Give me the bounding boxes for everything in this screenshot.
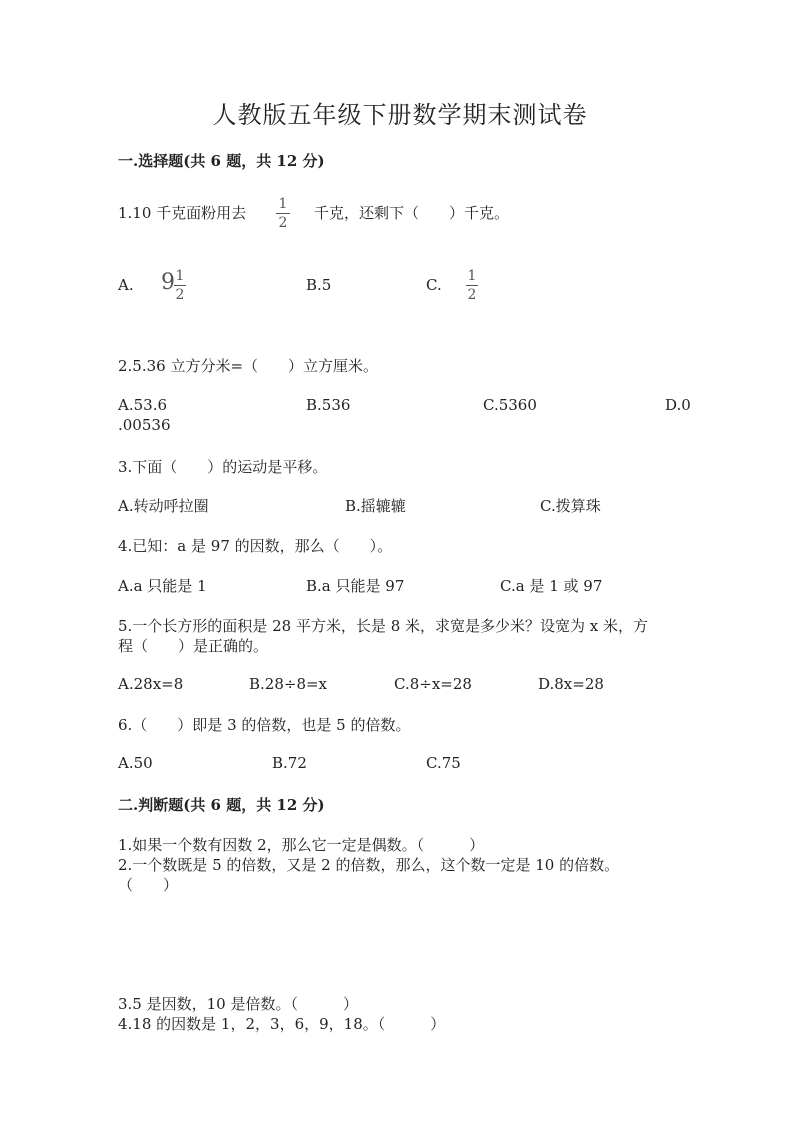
fraction-denominator: 2 [175, 287, 185, 303]
fraction-denominator: 2 [278, 215, 288, 231]
q1-option-b: B.5 [306, 276, 332, 294]
fraction-bar [174, 285, 186, 286]
q1-option-c-label: C. [426, 276, 442, 294]
q3-text: 3.下面（ ）的运动是平移。 [118, 458, 328, 476]
q2-text: 2.5.36 立方分米=（ ）立方厘米。 [118, 357, 379, 375]
q4-option-a: A.a 只能是 1 [118, 577, 207, 595]
q1-suffix: 千克，还剩下（ ）千克。 [314, 204, 510, 222]
judge-q4: 4.18 的因数是 1，2，3，6，9，18。（ ） [118, 1015, 446, 1033]
fraction-bar [466, 285, 478, 286]
judge-q3: 3.5 是因数，10 是倍数。（ ） [118, 995, 358, 1013]
q2-option-c: C.5360 [483, 396, 537, 414]
page-title: 人教版五年级下册数学期末测试卷 [212, 101, 588, 129]
q6-option-c: C.75 [426, 754, 461, 772]
q1-prefix: 1.10 千克面粉用去 [118, 204, 247, 222]
judge-q2-line2: （ ） [118, 876, 179, 894]
q4-option-c: C.a 是 1 或 97 [500, 577, 603, 595]
fraction-denominator: 2 [467, 287, 477, 303]
fraction-numerator: 1 [278, 196, 288, 212]
q2-option-a: A.53.6 [118, 396, 167, 414]
fraction-bar [276, 213, 290, 214]
q5-line2: 程（ ）是正确的。 [118, 637, 269, 655]
q2-option-d-line1: D.0 [665, 396, 691, 414]
q6-option-b: B.72 [272, 754, 307, 772]
q5-option-a: A.28x=8 [118, 675, 184, 693]
q6-option-a: A.50 [118, 754, 153, 772]
section-heading-choice: 一.选择题(共 6 题，共 12 分) [118, 152, 325, 170]
judge-q2-line1: 2.一个数既是 5 的倍数，又是 2 的倍数，那么，这个数一定是 10 的倍数。 [118, 856, 620, 874]
q5-option-c: C.8÷x=28 [394, 675, 472, 693]
q3-option-a: A.转动呼拉圈 [118, 497, 209, 515]
fraction-numerator: 1 [175, 268, 185, 284]
judge-q1: 1.如果一个数有因数 2，那么它一定是偶数。（ ） [118, 836, 485, 854]
q1-option-a-label: A. [118, 276, 134, 294]
q5-option-b: B.28÷8=x [249, 675, 328, 693]
q1-fraction [276, 196, 290, 231]
q2-option-b: B.536 [306, 396, 351, 414]
q1-option-a-whole: 9 [161, 270, 175, 295]
q3-option-b: B.摇辘辘 [345, 497, 406, 515]
q1-option-a-fraction [174, 268, 186, 303]
q4-text: 4.已知：a 是 97 的因数，那么（ ）。 [118, 537, 393, 555]
q2-option-d-line2: .00536 [118, 416, 171, 434]
q5-line1: 5.一个长方形的面积是 28 平方米，长是 8 米，求宽是多少米？设宽为 x 米，方 [118, 617, 649, 635]
fraction-numerator: 1 [467, 268, 477, 284]
q6-text: 6.（ ）即是 3 的倍数，也是 5 的倍数。 [118, 716, 411, 734]
q4-option-b: B.a 只能是 97 [306, 577, 405, 595]
q3-option-c: C.拨算珠 [540, 497, 601, 515]
q1-option-c-fraction [466, 268, 478, 303]
q5-option-d: D.8x=28 [538, 675, 604, 693]
section-heading-judgement: 二.判断题(共 6 题，共 12 分) [118, 796, 325, 814]
